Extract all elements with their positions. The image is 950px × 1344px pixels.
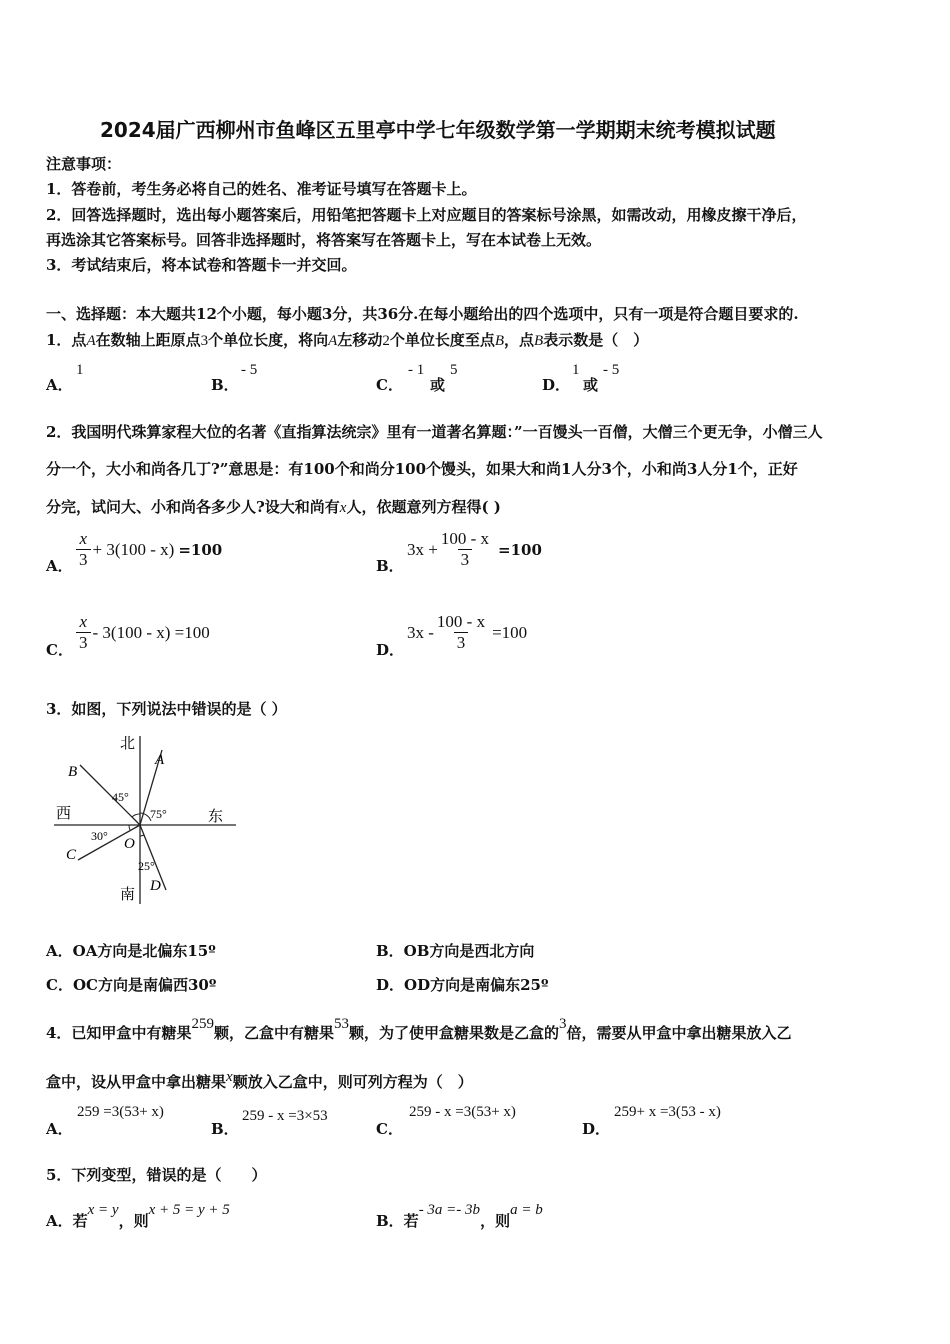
arc-30 bbox=[129, 825, 130, 830]
q1-option-a-label: A． bbox=[46, 376, 73, 394]
arc-45 bbox=[132, 814, 140, 817]
label-a: A bbox=[155, 752, 165, 768]
q3-option-a: A．OA方向是北偏东15º bbox=[46, 942, 216, 960]
label-east: 东 bbox=[208, 807, 224, 825]
q2-option-b-label: B． bbox=[376, 557, 404, 575]
q2-option-c: $\frac{x}{3}$ - 3(100 - x) =100 bbox=[76, 612, 210, 653]
q1-option-d-label: D． bbox=[542, 376, 571, 394]
angle-30: 30° bbox=[91, 829, 108, 843]
label-c: C bbox=[66, 847, 77, 863]
angle-75: 75° bbox=[150, 807, 167, 821]
q2-option-a-label: A． bbox=[46, 557, 73, 575]
q2-c-fraction: $\frac{x}{3}$ bbox=[76, 612, 91, 653]
q2-a-fraction: $\frac{x}{3}$ bbox=[76, 529, 91, 570]
q4-option-a: 259 =3(53+ x) bbox=[77, 1104, 164, 1120]
q4-option-d-label: D． bbox=[582, 1120, 611, 1138]
q2-d-fraction: $\frac{100 - x}{3}$ bbox=[436, 612, 486, 652]
q1-option-d-2: - 5 bbox=[603, 362, 620, 378]
q2-option-b: 3x + $\frac{100 - x}{3}$ =100 bbox=[407, 529, 542, 569]
q3-option-b: B．OB方向是西北方向 bbox=[376, 942, 535, 960]
q1-option-b-label: B． bbox=[211, 376, 239, 394]
label-south: 南 bbox=[120, 885, 136, 903]
notice-heading: 注意事项： bbox=[46, 155, 122, 173]
notice-item-3: 3．考试结束后，将本试卷和答题卡一并交回。 bbox=[46, 256, 357, 274]
q2-option-a: $\frac{x}{3}$ + 3(100 - x) =100 bbox=[76, 529, 222, 570]
question-4-line-1: 4．已知甲盒中有糖果259颗，乙盒中有糖果53颗，为了使甲盒糖果数是乙盒的3倍，需要从甲盒中拿出糖果放入乙 bbox=[46, 1016, 792, 1042]
q4-option-d: 259+ x =3(53 - x) bbox=[614, 1104, 721, 1120]
notice-item-2b: 再选涂其它答案标号。回答非选择题时，将答案写在答题卡上，写在本试卷上无效。 bbox=[46, 231, 602, 249]
q2-option-d: 3x - $\frac{100 - x}{3}$ =100 bbox=[407, 612, 528, 652]
q1-option-d-or: 或 bbox=[583, 376, 599, 394]
q1-option-c-2: 5 bbox=[450, 362, 458, 378]
q3-option-d: D．OD方向是南偏东25º bbox=[376, 976, 549, 994]
label-b: B bbox=[68, 764, 78, 780]
q1-option-c-1: - 1 bbox=[408, 362, 425, 378]
q2-option-d-label: D． bbox=[376, 641, 405, 659]
question-5-stem: 5．下列变型，错误的是（ ） bbox=[46, 1166, 267, 1184]
q1-option-a: 1 bbox=[76, 362, 84, 378]
q4-option-b: 259 - x =3×53 bbox=[242, 1108, 328, 1124]
q5-option-b: B．若- 3a =- 3b，则a = b bbox=[376, 1202, 543, 1230]
q4-option-b-label: B． bbox=[211, 1120, 239, 1138]
question-2-line-2: 分一个，大小和尚各几丁?”意思是：有100个和尚分100个馒头，如果大和尚1人分3个，小和尚3人分1个，正好 bbox=[46, 460, 798, 478]
question-3-stem: 3．如图，下列说法中错误的是（ ） bbox=[46, 700, 287, 718]
notice-item-2a: 2．回答选择题时，选出每小题答案后，用铅笔把答题卡上对应题目的答案标号涂黑，如需改动，用橡皮擦干净后， bbox=[46, 206, 807, 224]
question-1-stem: 1．点A在数轴上距原点3个单位长度，将向A左移动2个单位长度至点B，点B表示数是（ ） bbox=[46, 331, 649, 349]
angle-45: 45° bbox=[112, 790, 129, 804]
compass-figure bbox=[50, 728, 240, 908]
question-2-line-3: 分完，试问大、小和尚各多少人?设大和尚有x人，依题意列方程得( ) bbox=[46, 498, 501, 516]
q1-option-b: - 5 bbox=[241, 362, 258, 378]
q3-option-c: C．OC方向是南偏西30º bbox=[46, 976, 217, 994]
q2-b-fraction: $\frac{100 - x}{3}$ bbox=[440, 529, 490, 569]
ray-ob bbox=[80, 765, 140, 825]
q1-option-c-label: C． bbox=[376, 376, 403, 394]
q4-option-a-label: A． bbox=[46, 1120, 73, 1138]
label-west: 西 bbox=[56, 804, 72, 822]
q1-option-c-or: 或 bbox=[430, 376, 446, 394]
question-4-line-2: 盒中，设从甲盒中拿出糖果x颗放入乙盒中，则可列方程为（ ） bbox=[46, 1069, 473, 1091]
q5-option-a: A．若x = y，则x + 5 = y + 5 bbox=[46, 1202, 230, 1230]
section-heading: 一、选择题：本大题共12个小题，每小题3分，共36分.在每小题给出的四个选项中，只有一项是符合题目要求的. bbox=[46, 305, 799, 323]
page-title: 2024届广西柳州市鱼峰区五里亭中学七年级数学第一学期期末统考模拟试题 bbox=[100, 118, 776, 142]
q2-option-c-label: C． bbox=[46, 641, 73, 659]
label-north: 北 bbox=[120, 734, 136, 752]
q4-option-c-label: C． bbox=[376, 1120, 403, 1138]
question-2-line-1: 2．我国明代珠算家程大位的名著《直指算法统宗》里有一道著名算题：”一百馒头一百僧，大僧三个更无争，小僧三人 bbox=[46, 423, 823, 441]
notice-item-1: 1．答卷前，考生务必将自己的姓名、准考证号填写在答题卡上。 bbox=[46, 180, 477, 198]
q1-option-d-1: 1 bbox=[572, 362, 580, 378]
label-o: O bbox=[124, 836, 135, 852]
angle-25: 25° bbox=[138, 859, 155, 873]
q4-option-c: 259 - x =3(53+ x) bbox=[409, 1104, 516, 1120]
label-d: D bbox=[150, 878, 161, 894]
